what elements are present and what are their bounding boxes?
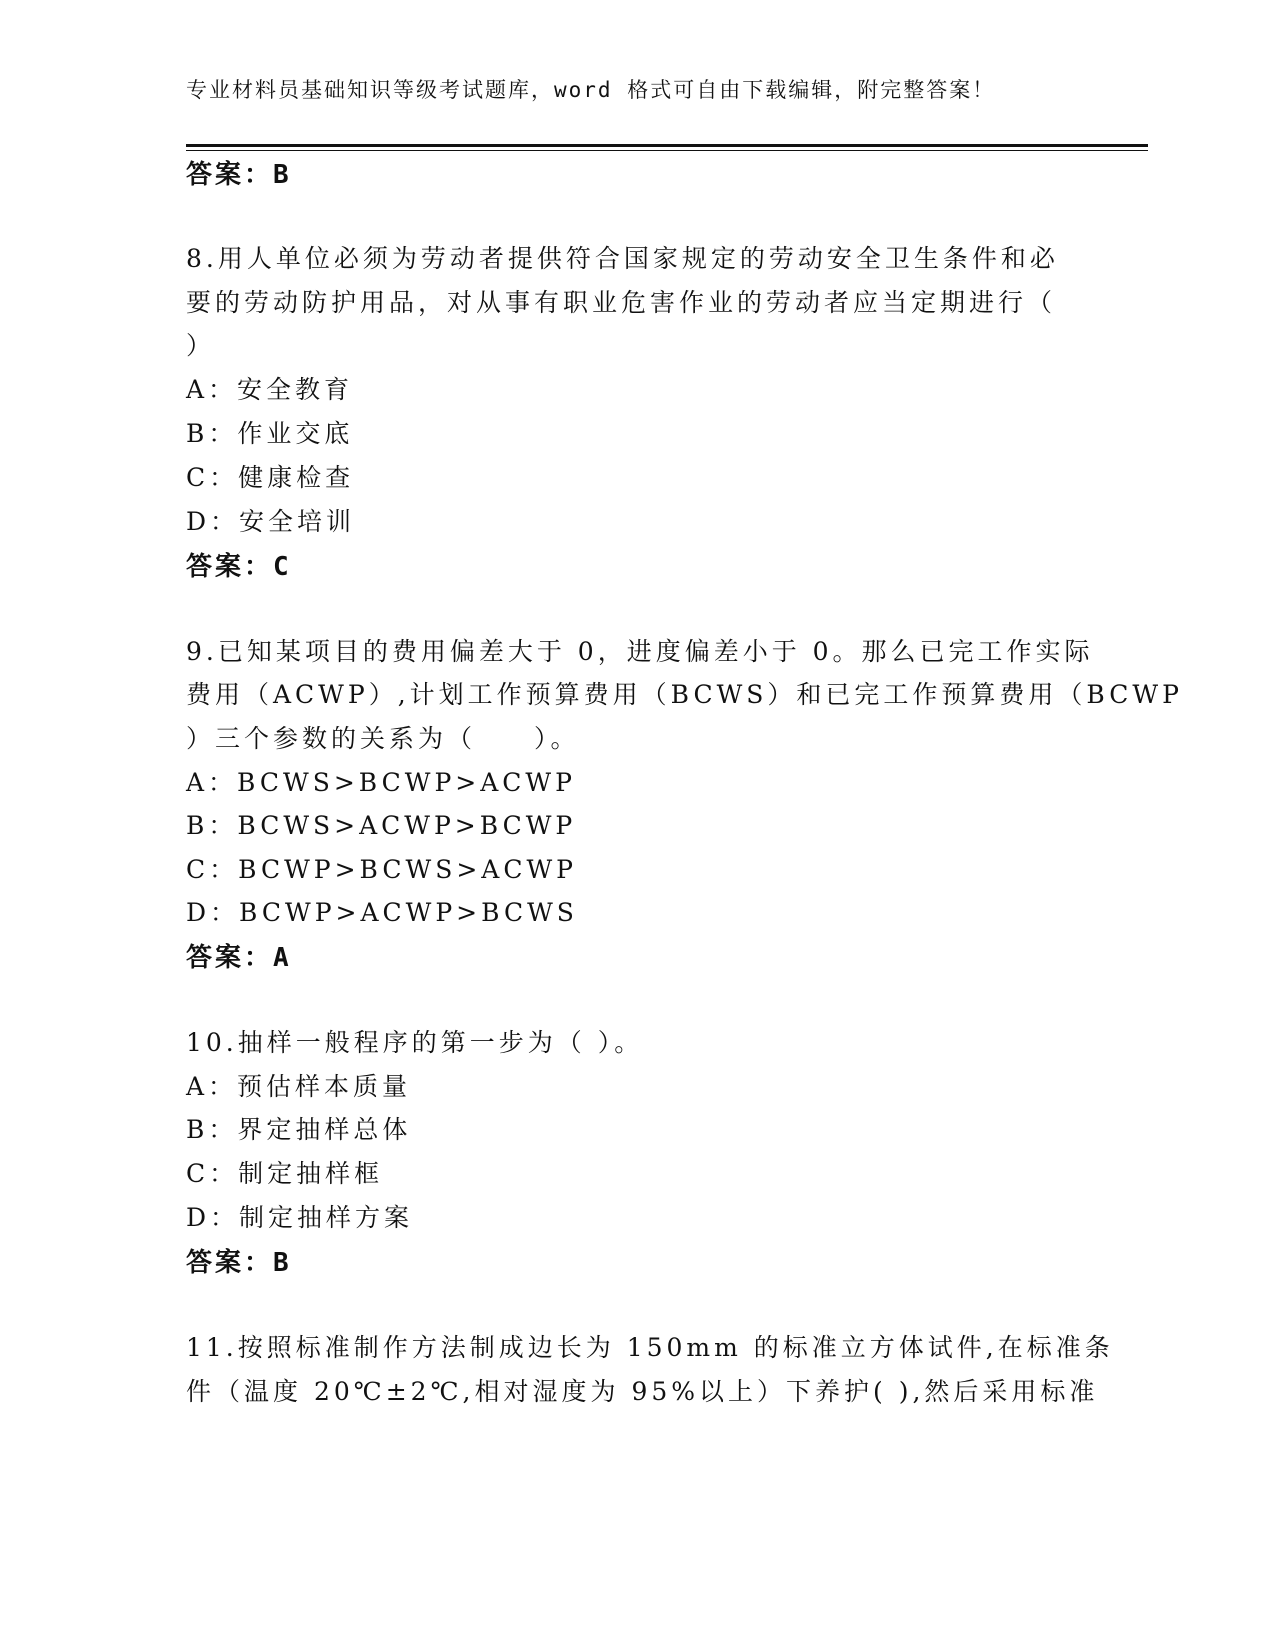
q11-line-1: 11.按照标准制作方法制成边长为 150mm 的标准立方体试件,在标准条	[186, 1333, 1114, 1362]
q9-line-1: 9.已知某项目的费用偏差大于 0，进度偏差小于 0。那么已完工作实际	[186, 637, 1094, 666]
q9-line-2: 费用（ACWP）,计划工作预算费用（BCWS）和已完工作预算费用（BCWP	[186, 680, 1183, 709]
q9-option-b: B：BCWS>ACWP>BCWP	[186, 811, 577, 840]
q9-line-3: ）三个参数的关系为（ ）。	[186, 724, 580, 753]
answer-q9: 答案：A	[186, 943, 292, 973]
answer-q8: 答案：C	[186, 552, 292, 582]
q8-line-1: 8.用人单位必须为劳动者提供符合国家规定的劳动安全卫生条件和必	[186, 244, 1059, 273]
answer-q10: 答案：B	[186, 1248, 292, 1278]
q10-option-d: D：制定抽样方案	[186, 1203, 414, 1232]
q8-option-c: C：健康检查	[186, 463, 355, 492]
q10-option-a: A：预估样本质量	[186, 1072, 412, 1101]
q11-line-2: 件（温度 20℃±2℃,相对湿度为 95%以上）下养护( ),然后采用标准	[186, 1377, 1099, 1406]
q10-option-b: B：界定抽样总体	[186, 1115, 412, 1144]
q10-option-c: C：制定抽样框	[186, 1159, 384, 1188]
q10-line-1: 10.抽样一般程序的第一步为（ ）。	[186, 1028, 644, 1057]
q8-option-d: D：安全培训	[186, 507, 356, 536]
q8-option-b: B：作业交底	[186, 419, 354, 448]
q9-option-c: C：BCWP>BCWS>ACWP	[186, 855, 577, 884]
q8-option-a: A：安全教育	[186, 375, 354, 404]
header-rule-thin	[186, 150, 1148, 151]
answer-q7: 答案：B	[186, 160, 292, 190]
page-header: 专业材料员基础知识等级考试题库，word 格式可自由下载编辑，附完整答案！	[186, 78, 996, 102]
q9-option-d: D：BCWP>ACWP>BCWS	[186, 898, 578, 927]
q8-line-3: ）	[186, 331, 216, 360]
header-rule-thick	[186, 144, 1148, 147]
q8-line-2: 要的劳动防护用品，对从事有职业危害作业的劳动者应当定期进行（	[186, 288, 1057, 317]
q9-option-a: A：BCWS>BCWP>ACWP	[186, 768, 576, 797]
